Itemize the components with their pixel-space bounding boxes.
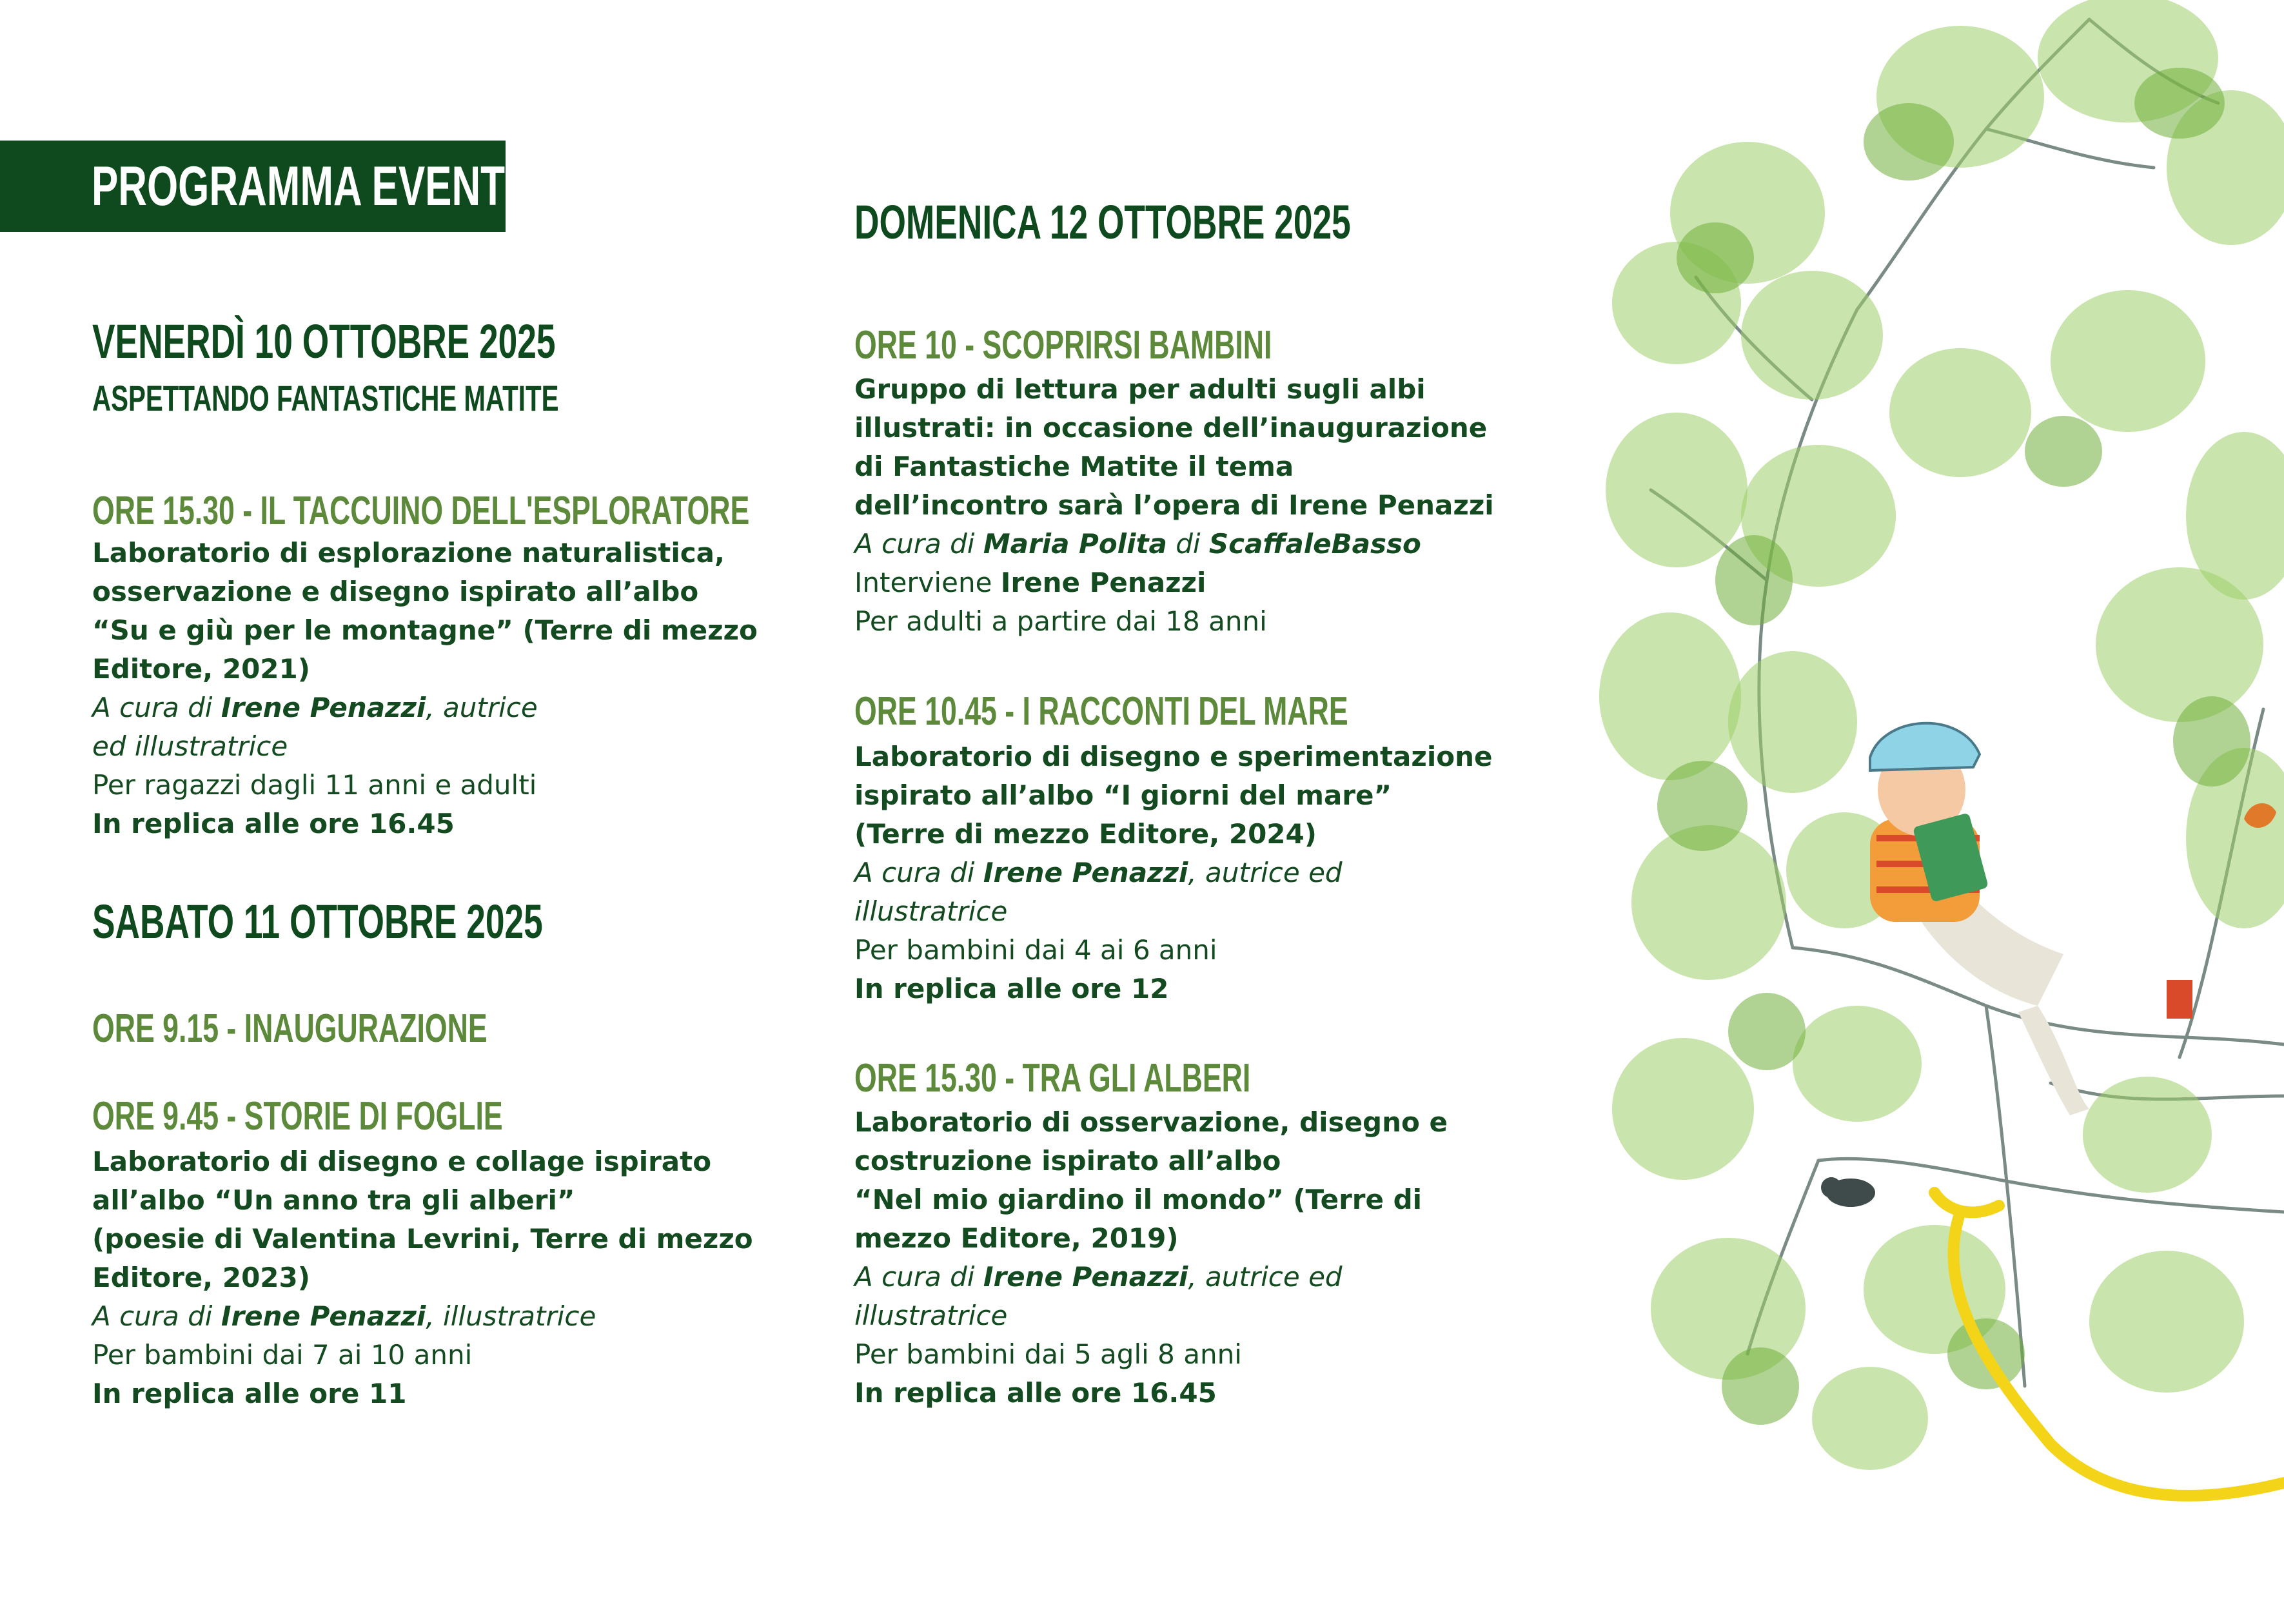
event-desc-line: (poesie di Valentina Levrini, Terre di mezzo [92,1223,753,1255]
event-audience: Per adulti a partire dai 18 anni [854,605,1267,637]
event-title-taccuino: ORE 15.30 - IL TACCUINO DELL'ESPLORATORE [92,489,750,533]
event-desc-line: costruzione ispirato all’albo [854,1145,1281,1177]
event-curator: A cura di Irene Penazzi, illustratrice [92,1300,596,1332]
event-audience: Per bambini dai 7 ai 10 anni [92,1339,473,1371]
event-desc-line: dell’incontro sarà l’opera di Irene Penazzi [854,489,1494,521]
day-heading-saturday: SABATO 11 OTTOBRE 2025 [92,895,543,948]
event-body-tra-gli-alberi [854,1103,1448,1413]
event-desc-line: Laboratorio di disegno e collage ispirato [92,1146,712,1177]
event-desc-line: Laboratorio di osservazione, disegno e [854,1106,1448,1138]
event-desc-line: illustrati: in occasione dell’inaugurazione [854,412,1488,444]
hanging-lantern [2167,980,2192,1019]
right-column [854,0,1577,1624]
event-desc-line: all’albo “Un anno tra gli alberi” [92,1184,575,1216]
event-replica: In replica alle ore 16.45 [854,1377,1217,1409]
event-curator: A cura di Maria Polita di ScaffaleBasso [854,528,1421,560]
event-desc-line: ispirato all’albo “I giorni del mare” [854,779,1392,811]
event-desc-line: mezzo Editore, 2019) [854,1222,1179,1254]
event-curator-line2: illustratrice [854,1300,1008,1331]
event-replica: In replica alle ore 12 [854,973,1169,1004]
day-heading-friday: VENERDÌ 10 OTTOBRE 2025 [92,315,556,368]
event-curator: A cura di Irene Penazzi, autrice ed [854,857,1343,888]
event-desc-line: Editore, 2021) [92,653,310,685]
event-title-inaugurazione: ORE 9.15 - INAUGURAZIONE [92,1006,487,1051]
event-desc-line: Gruppo di lettura per adulti sugli albi [854,373,1426,405]
event-audience: Per bambini dai 5 agli 8 anni [854,1338,1242,1370]
event-body-racconti-del-mare [854,738,1492,1008]
event-body-storie-di-foglie [92,1142,753,1413]
day-heading-sunday: DOMENICA 12 OTTOBRE 2025 [854,195,1351,249]
event-desc-line: “Nel mio giardino il mondo” (Terre di [854,1184,1423,1215]
event-speaker: Interviene Irene Penazzi [854,567,1206,598]
event-title-scoprirsi-bambini: ORE 10 - SCOPRIRSI BAMBINI [854,323,1272,367]
event-desc-line: Laboratorio di disegno e sperimentazione [854,741,1493,772]
event-desc-line: Editore, 2023) [92,1262,310,1293]
event-desc-line: Laboratorio di esplorazione naturalistica, [92,537,725,569]
event-title-tra-gli-alberi: ORE 15.30 - TRA GLI ALBERI [854,1056,1251,1101]
event-desc-line: (Terre di mezzo Editore, 2024) [854,818,1317,850]
event-body-taccuino [92,534,758,843]
event-desc-line: di Fantastiche Matite il tema [854,451,1294,482]
event-title-storie-di-foglie: ORE 9.45 - STORIE DI FOGLIE [92,1094,503,1139]
event-title-racconti-del-mare: ORE 10.45 - I RACCONTI DEL MARE [854,689,1348,734]
event-replica: In replica alle ore 16.45 [92,808,455,839]
event-curator: A cura di Irene Penazzi, autrice ed [854,1261,1343,1293]
bird [1821,1177,1875,1207]
left-column [92,0,802,1624]
event-curator-line2: illustratrice [854,895,1008,927]
event-desc-line: osservazione e disegno ispirato all’albo [92,576,699,607]
event-curator: A cura di Irene Penazzi, autrice [92,692,538,723]
page-title: PROGRAMMA EVENTI [92,155,517,217]
event-replica: In replica alle ore 11 [92,1378,407,1409]
tree-illustration [1599,0,2284,1624]
event-curator-line2: ed illustratrice [92,730,288,762]
event-audience: Per bambini dai 4 ai 6 anni [854,934,1217,966]
event-desc-line: “Su e giù per le montagne” (Terre di mezzo [92,614,758,646]
day-subtitle-friday: ASPETTANDO FANTASTICHE MATITE [92,378,559,418]
event-body-scoprirsi-bambini [854,370,1494,641]
event-audience: Per ragazzi dagli 11 anni e adulti [92,769,537,801]
